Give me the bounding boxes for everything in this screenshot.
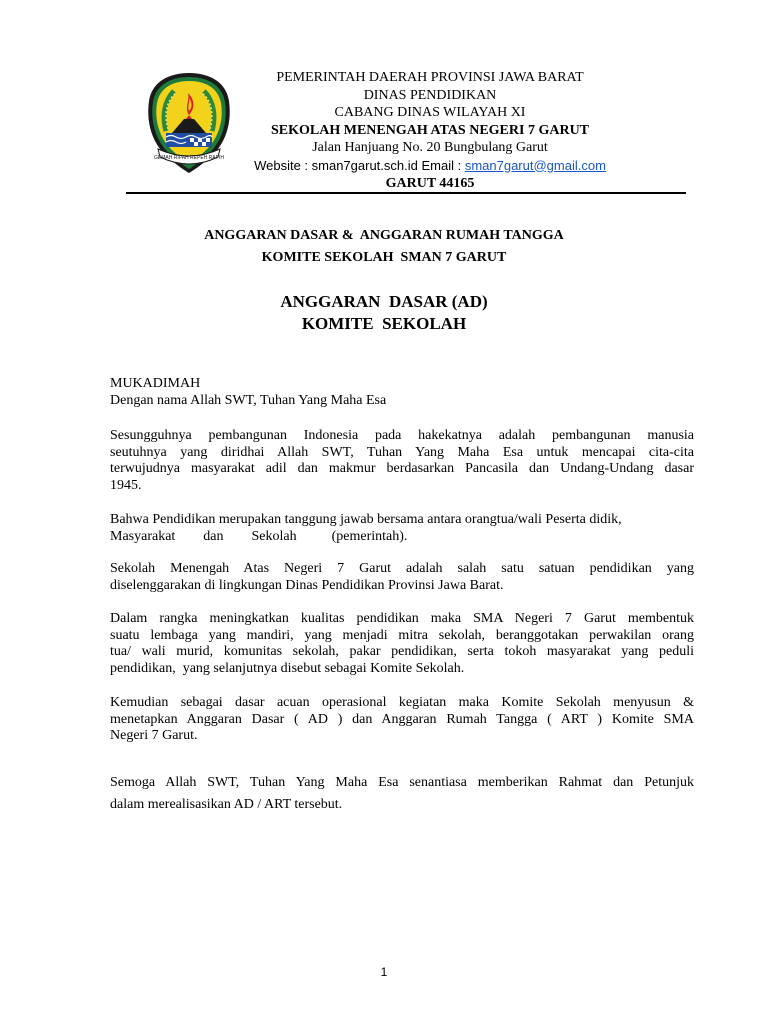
page-number: 1 — [380, 965, 388, 979]
logo-motto: GEMAH RIPAH REPEH RAPIH — [154, 155, 224, 161]
document-title: ANGGARAN DASAR & ANGGARAN RUMAH TANGGA — [204, 228, 564, 243]
section-subtitle: KOMITE SEKOLAH — [301, 314, 467, 333]
paragraph-line: Negeri 7 Garut. — [110, 728, 198, 743]
email-link[interactable]: sman7garut@gmail.com — [464, 157, 606, 173]
preamble-heading: MUKADIMAH — [110, 376, 201, 391]
paragraph-line: 1945. — [110, 477, 142, 493]
paragraph-line: dalam merealisasikan AD / ART tersebut. — [110, 797, 343, 812]
letterhead-department: DINAS PENDIDIKAN — [363, 87, 497, 103]
paragraph-line: Masyarakat dan Sekolah (pemerintah). — [110, 528, 408, 544]
paragraph-4 — [110, 611, 694, 677]
letterhead-postal: GARUT 44165 — [385, 176, 475, 191]
paragraph-line: diselenggarakan di lingkungan Dinas Pendidikan Provinsi Jawa Barat. — [110, 577, 504, 593]
paragraph-3 — [110, 561, 694, 594]
paragraph-line: Bahwa Pendidikan merupakan tanggung jawab bersama antara orangtua/wali Peserta didik, — [110, 512, 622, 527]
paragraph-line: seutuhnya yang diridhai Allah SWT, Tuhan Yang Maha Esa untuk mencapai cita-cita — [110, 444, 694, 460]
paragraph-line: pendidikan, yang selanjutnya disebut sebagai Komite Sekolah. — [110, 660, 465, 676]
letterhead-school-name: SEKOLAH MENENGAH ATAS NEGERI 7 GARUT — [270, 122, 590, 138]
paragraph-line: Semoga Allah SWT, Tuhan Yang Maha Esa senantiasa memberikan Rahmat dan Petunjuk — [110, 775, 694, 790]
paragraph-line: terwujudnya masyarakat adil dan makmur berdasarkan Pancasila dan Undang-Undang dasar — [110, 461, 694, 476]
paragraph-line: menetapkan Anggaran Dasar ( AD ) dan Anggaran Rumah Tangga ( ART ) Komite SMA — [110, 711, 694, 727]
letterhead — [234, 69, 626, 193]
paragraph-1 — [110, 428, 694, 494]
province-emblem-logo — [146, 71, 232, 175]
letterhead-address: Jalan Hanjuang No. 20 Bungbulang Garut — [312, 140, 548, 155]
paragraph-line: Sesungguhnya pembangunan Indonesia pada hakekatnya adalah pembangunan manusia — [110, 428, 694, 443]
preamble-opening: Dengan nama Allah SWT, Tuhan Yang Maha Esa — [110, 392, 387, 408]
paragraph-line: Dalam rangka meningkatkan kualitas pendidikan maka SMA Negeri 7 Garut membentuk — [110, 611, 694, 626]
paragraph-line: suatu lembaga yang mandiri, yang menjadi mitra sekolah, beranggotakan perwakilan orang — [110, 627, 694, 643]
letterhead-website: Website : sman7garut.sch.id Email : — [254, 157, 465, 173]
paragraph-5 — [110, 695, 694, 745]
document-subtitle: KOMITE SEKOLAH SMAN 7 GARUT — [261, 250, 507, 265]
paragraph-line: tua/ wali murid, komunitas sekolah, pakar pendidikan, serta tokoh masyarakat yang peduli — [110, 644, 694, 659]
paragraph-line: Sekolah Menengah Atas Negeri 7 Garut adalah salah satu satuan pendidikan yang — [110, 561, 694, 576]
paragraph-6 — [110, 772, 694, 816]
letterhead-government: PEMERINTAH DAERAH PROVINSI JAWA BARAT — [276, 70, 584, 85]
section-title: ANGGARAN DASAR (AD) — [280, 292, 488, 311]
letterhead-contact — [234, 157, 626, 176]
paragraph-2 — [110, 512, 694, 545]
letterhead-divider — [126, 192, 686, 194]
letterhead-branch: CABANG DINAS WILAYAH XI — [334, 105, 526, 120]
preamble-heading-block — [110, 376, 694, 409]
paragraph-line: Kemudian sebagai dasar acuan operasional kegiatan maka Komite Sekolah menyusun & — [110, 695, 694, 710]
